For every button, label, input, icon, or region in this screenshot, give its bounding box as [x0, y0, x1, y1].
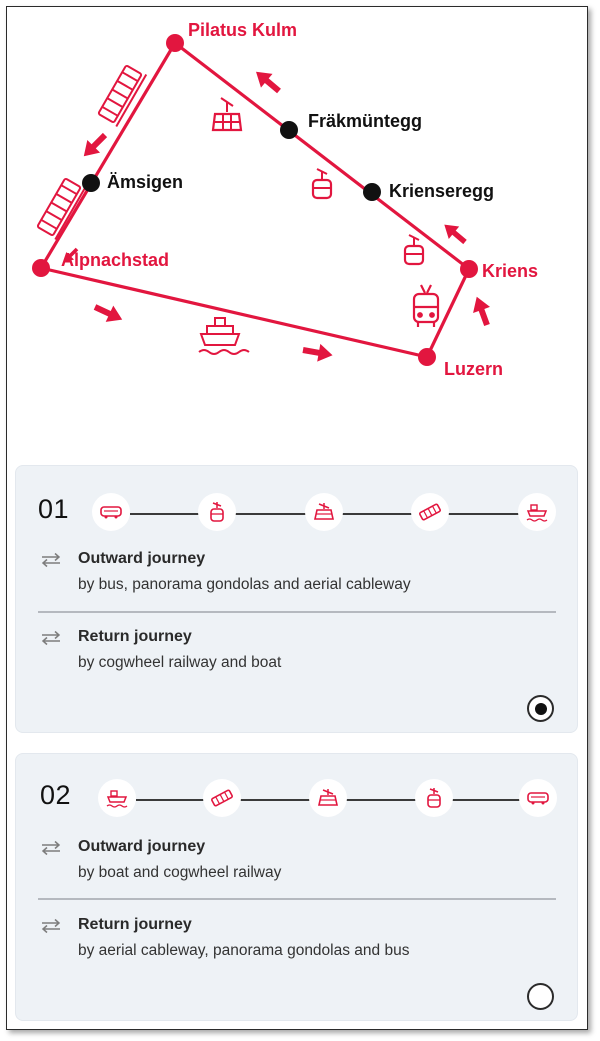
swap-arrows-icon [40, 918, 62, 934]
route-option-radio-02[interactable] [527, 983, 554, 1010]
cogwheel-train-icon [411, 493, 449, 531]
route-number: 02 [40, 780, 72, 810]
station-label-kriens: Kriens [482, 261, 539, 281]
outward-journey-row [40, 838, 557, 888]
outward-journey-description: by bus, panorama gondolas and aerial cableway [78, 576, 411, 593]
divider [38, 611, 556, 613]
aerial-cableway-icon [309, 779, 347, 817]
station-label-pilatus-kulm: Pilatus Kulm [188, 20, 298, 40]
return-journey-description: by cogwheel railway and boat [78, 654, 282, 671]
outward-journey-title: Outward journey [78, 550, 206, 567]
divider [38, 898, 556, 900]
bus-icon [519, 779, 557, 817]
route-selector-frame [6, 6, 588, 1030]
outward-journey-title: Outward journey [78, 838, 206, 855]
return-journey-description: by aerial cableway, panorama gondolas and bus [78, 942, 410, 959]
return-journey-title: Return journey [78, 628, 192, 645]
cogwheel-train-icon [203, 779, 241, 817]
route-steps [16, 466, 577, 546]
gondola-icon [198, 493, 236, 531]
swap-arrows-icon [40, 840, 62, 856]
return-journey-title: Return journey [78, 916, 192, 933]
aerial-cableway-icon [305, 493, 343, 531]
route-number: 01 [38, 494, 70, 524]
station-label-luzern: Luzern [444, 359, 504, 379]
outward-journey-row [40, 550, 557, 600]
station-label-alpnachstad: Alpnachstad [61, 250, 170, 270]
bus-icon [414, 285, 438, 327]
route-steps [16, 754, 577, 834]
station-label-aemsigen: Ämsigen [107, 172, 184, 192]
route-map [7, 7, 588, 457]
boat-icon [199, 318, 249, 354]
return-journey-row [40, 916, 557, 966]
station-label-fraekmuentegg: Fräkmüntegg [308, 111, 423, 131]
swap-arrows-icon [40, 630, 62, 646]
outward-journey-description: by boat and cogwheel railway [78, 864, 282, 881]
gondola-icon [415, 779, 453, 817]
swap-arrows-icon [40, 552, 62, 568]
return-journey-row [40, 628, 557, 678]
boat-icon [98, 779, 136, 817]
station-label-krienseregg: Krienseregg [389, 181, 495, 201]
bus-icon [92, 493, 130, 531]
route-option-radio-01[interactable] [527, 695, 554, 722]
boat-icon [518, 493, 556, 531]
route-option-card-02[interactable] [15, 753, 578, 1021]
route-option-card-01[interactable] [15, 465, 578, 733]
